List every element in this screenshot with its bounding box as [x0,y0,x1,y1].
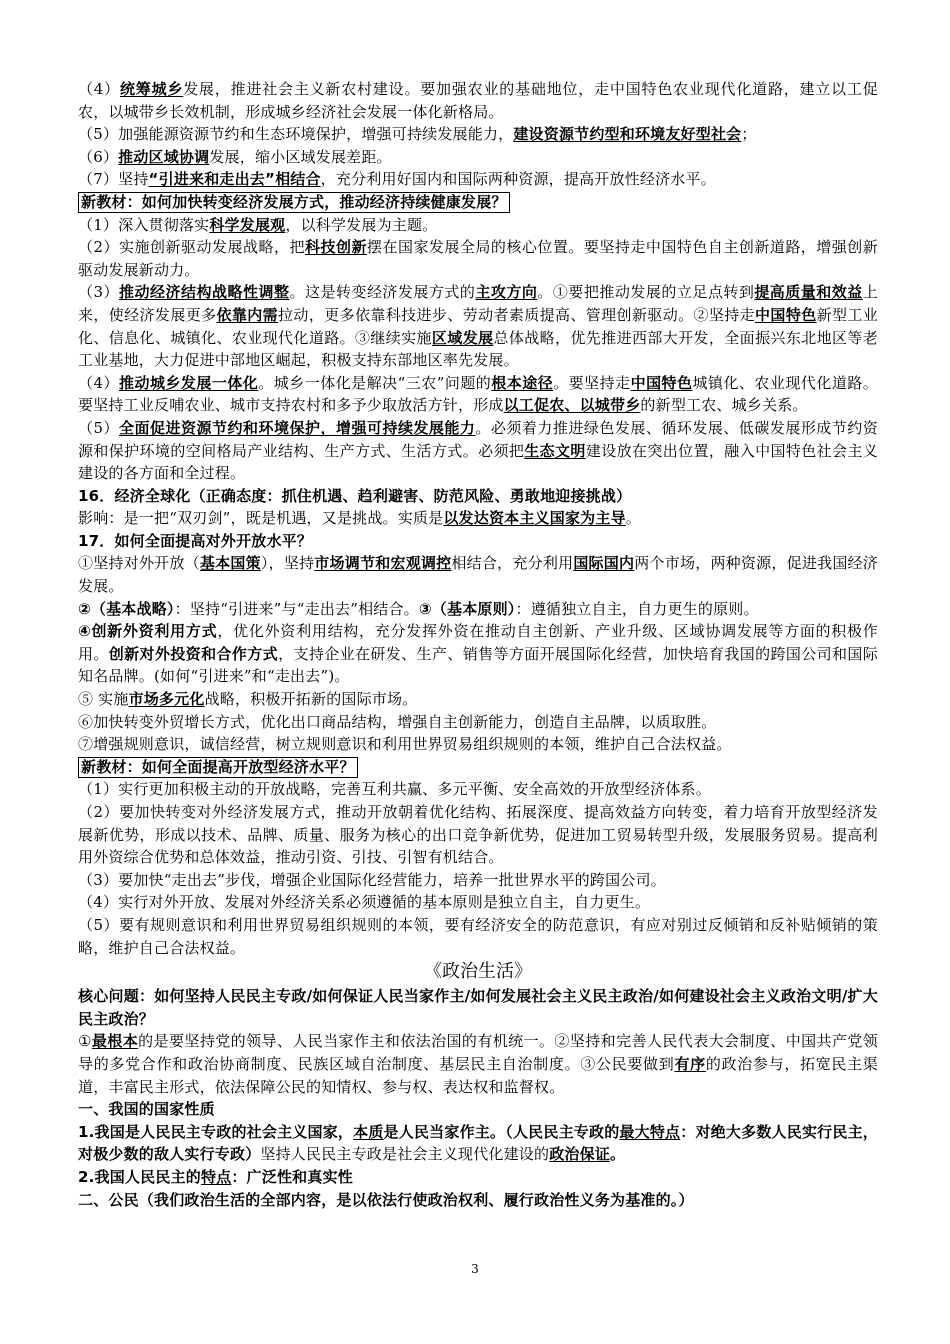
key-term: 市场调节和宏观调控 [314,554,452,573]
key-term: 推动经济结构战略性调整 [119,283,290,302]
paragraph-nt1-3: （3）推动经济结构战略性调整。这是转变经济发展方式的主攻方向。①要把推动发展的立足点转到提高质量和效益上来，使经济发展更多依靠内需拉动，更多依靠科技进步、劳动者素质提高、管理创新驱动。②坚持走中国特色新型工业化、信息化、城镇化、农业现代化道路。③继续实施区域发展总体战略，优先推进西部大开发，全面振兴东北地区等老工业基地，大力促进中部地区崛起，积极支持东部地区率先发展。 [78,283,878,370]
key-term: 中国特色 [755,305,817,324]
key-term: 特点 [200,1167,232,1186]
page-number: 3 [471,1262,479,1276]
paragraph-open-7: ⑦增强规则意识，诚信经营，树立规则意识和利用世界贸易组织规则的本领，维护自己合法权益。 [78,735,732,754]
section-heading-citizens: 二、公民（我们政治生活的全部内容，是以依法行使政治权利、履行政治性义务为基准的。） [78,1190,694,1209]
key-term: 推动城乡发展一体化 [118,373,259,392]
section-heading-new-textbook-1: 新教材：如何加快转变经济发展方式，推动经济持续健康发展？ [78,191,878,214]
key-term: 统筹城乡 [119,80,184,98]
document-page [78,78,878,1211]
key-term: 中国特色 [630,373,693,392]
key-term: 主攻方向 [475,283,538,302]
section-heading-open-up: 17．如何全面提高对外开放水平？ [78,531,313,550]
paragraph-globalization: 影响：是一把“双刃剑”，既是机遇，又是挑战。实质是以发达资本主义国家为主导。 [78,509,641,528]
key-term: 推动区域协调 [118,147,210,166]
paragraph-nt1-5: （5）全面促进资源节约和环境保护，增强可持续发展能力。必须着力推进绿色发展、循环发展、低碳发展形成节约资源和保护环境的空间格局产业结构、生产方式、生活方式。必须把生态文明建设放在突出位置，融入中国特色社会主义建设的各方面和全过程。 [78,418,878,483]
key-term: 提高质量和效益 [754,283,863,302]
key-term: 区域发展 [431,328,494,347]
key-term: 科学发展观 [209,215,286,234]
key-term: “引进来和走出去”相结合 [148,170,321,189]
chapter-title: 《政治生活》 [424,961,532,983]
paragraph-urban-rural-7: （7）坚持“引进来和走出去”相结合，充分利用好国内和国际两种资源，提高开放性经济水平。 [78,170,716,189]
key-term: 政治保证 [549,1145,611,1164]
paragraph-open-4: ④创新外资利用方式，优化外资利用结构，充分发挥外资在推动自主创新、产业升级、区域协调发展等方面的积极作用。创新对外投资和合作方式，支持企业在研发、生产、销售等方面开展国际化经营，加快培育我国的跨国公司和国际知名品牌。(如何“引进来”和“走出去”)。 [78,622,879,686]
key-term: 有序 [674,1054,706,1073]
paragraph-nt2-3: （3）要加快“走出去”步伐，增强企业国际化经营能力，培养一批世界水平的跨国公司。 [78,870,666,889]
section-heading-new-textbook-2: 新教材：如何全面提高开放型经济水平？ [78,756,878,779]
key-term: 最根本 [91,1032,139,1051]
paragraph-nt2-4: （4）实行对外开放、发展对外经济关系必须遵循的基本原则是独立自主，自力更生。 [78,893,651,912]
key-term: 以工促农、以城带乡 [503,396,641,415]
key-term: 基本国策 [199,554,261,573]
paragraph-nt2-5: （5）要有规则意识和利用世界贸易组织规则的本领，要有经济安全的防范意识，有应对别过反倾销和反补贴倾销的策略，维护自己合法权益。 [78,915,878,957]
paragraph-open-1: ①坚持对外开放（基本国策），坚持市场调节和宏观调控相结合，充分利用国际国内两个市场，两种资源，促进我国经济发展。 [78,554,878,596]
paragraph-urban-rural-4: （4）统筹城乡发展，推进社会主义新农村建设。要加强农业的基础地位，走中国特色农业现代化道路，建立以工促农，以城带乡长效机制，形成城乡经济社会发展一体化新格局。 [78,80,878,121]
key-term: 最大特点 [619,1122,681,1141]
key-term: 本质 [353,1122,384,1141]
section-heading-globalization: 16．经济全球化（正确态度：抓住机遇、趋利避害、防范风险、勇敢地迎接挑战） [78,486,632,505]
paragraph-nt1-1: （1）深入贯彻落实科学发展观，以科学发展为主题。 [78,215,438,234]
paragraph-state-1: 1.我国是人民民主专政的社会主义国家，本质是人民当家作主。（人民民主专政的最大特点：对绝大多数人民实行民主，对极少数的敌人实行专政）坚持人民民主专政是社会主义现代化建设的政治保证。 [78,1122,878,1164]
paragraph-open-5: ⑤ 实施市场多元化战略，积极开拓新的国际市场。 [78,690,418,709]
paragraph-nt1-4: （4）推动城乡发展一体化。城乡一体化是解决“三农”问题的根本途径。要坚持走中国特色城镇化、农业现代化道路。要坚持工业反哺农业、城市支持农村和多予少取放活方针，形成以工促农、以城带乡的新型工农、城乡关系。 [78,373,878,415]
paragraph-nt1-2: （2）实施创新驱动发展战略，把科技创新摆在国家发展全局的核心位置。要坚持走中国特色自主创新道路，增强创新驱动发展新动力。 [78,238,878,279]
core-question: 核心问题：如何坚持人民民主专政/如何保证人民当家作主/如何发展社会主义民主政治/如何建设社会主义政治文明/扩大民主政治？ [78,987,878,1028]
key-term: 生态文明 [524,441,586,460]
paragraph-open-2: ②（基本战略）：坚持“引进来”与“走出去”相结合。③（基本原则）：遵循独立自主，自力更生的原则。 [78,599,759,618]
paragraph-open-6: ⑥加快转变外贸增长方式，优化出口商品结构，增强自主创新能力，创造自主品牌，以质取胜。 [78,712,717,731]
key-term: 科技创新 [304,238,367,257]
key-term: 国际国内 [573,554,635,573]
paragraph-nt2-1: （1）实行更加积极主动的开放战略，完善互利共赢、多元平衡、安全高效的开放型经济体系。 [78,780,711,799]
key-term: 市场多元化 [128,690,205,709]
paragraph-urban-rural-5: （5）加强能源资源节约和生态环境保护，增强可持续发展能力，建设资源节约型和环境友好型社会； [78,125,757,144]
paragraph-core-answer: ①最根本的是要坚持党的领导、人民当家作主和依法治国的有机统一。②坚持和完善人民代表大会制度、中国共产党领导的多党合作和政治协商制度、民族区域自治制度、基层民主自治制度。③公民要做到有序的政治参与，拓宽民主渠道，丰富民主形式，依法保障公民的知情权、参与权、表达权和监督权。 [78,1032,879,1096]
key-term: 以发达资本主义国家为主导 [443,509,626,528]
paragraph-urban-rural-6: （6）推动区域协调发展，缩小区域发展差距。 [78,147,392,166]
key-term: 建设资源节约型和环境友好型社会 [513,125,742,144]
section-heading-state-nature: 一、我国的国家性质 [78,1100,215,1119]
key-term: 根本途径 [491,373,554,392]
key-term: 依靠内需 [216,305,279,324]
paragraph-nt2-2: （2）要加快转变对外经济发展方式，推动开放朝着优化结构、拓展深度、提高效益方向转变，着力培育开放型经济发展新优势，形成以技术、品牌、质量、服务为核心的出口竞争新优势，促进加工贸易转型升级，发展服务贸易。提高利用外资综合优势和总体效益，推动引资、引技、引智有机结合。 [78,803,878,867]
key-term: 全面促进资源节约和环境保护，增强可持续发展能力 [119,418,476,437]
paragraph-state-2: 2.我国人民民主的特点：广泛性和真实性 [78,1167,353,1186]
